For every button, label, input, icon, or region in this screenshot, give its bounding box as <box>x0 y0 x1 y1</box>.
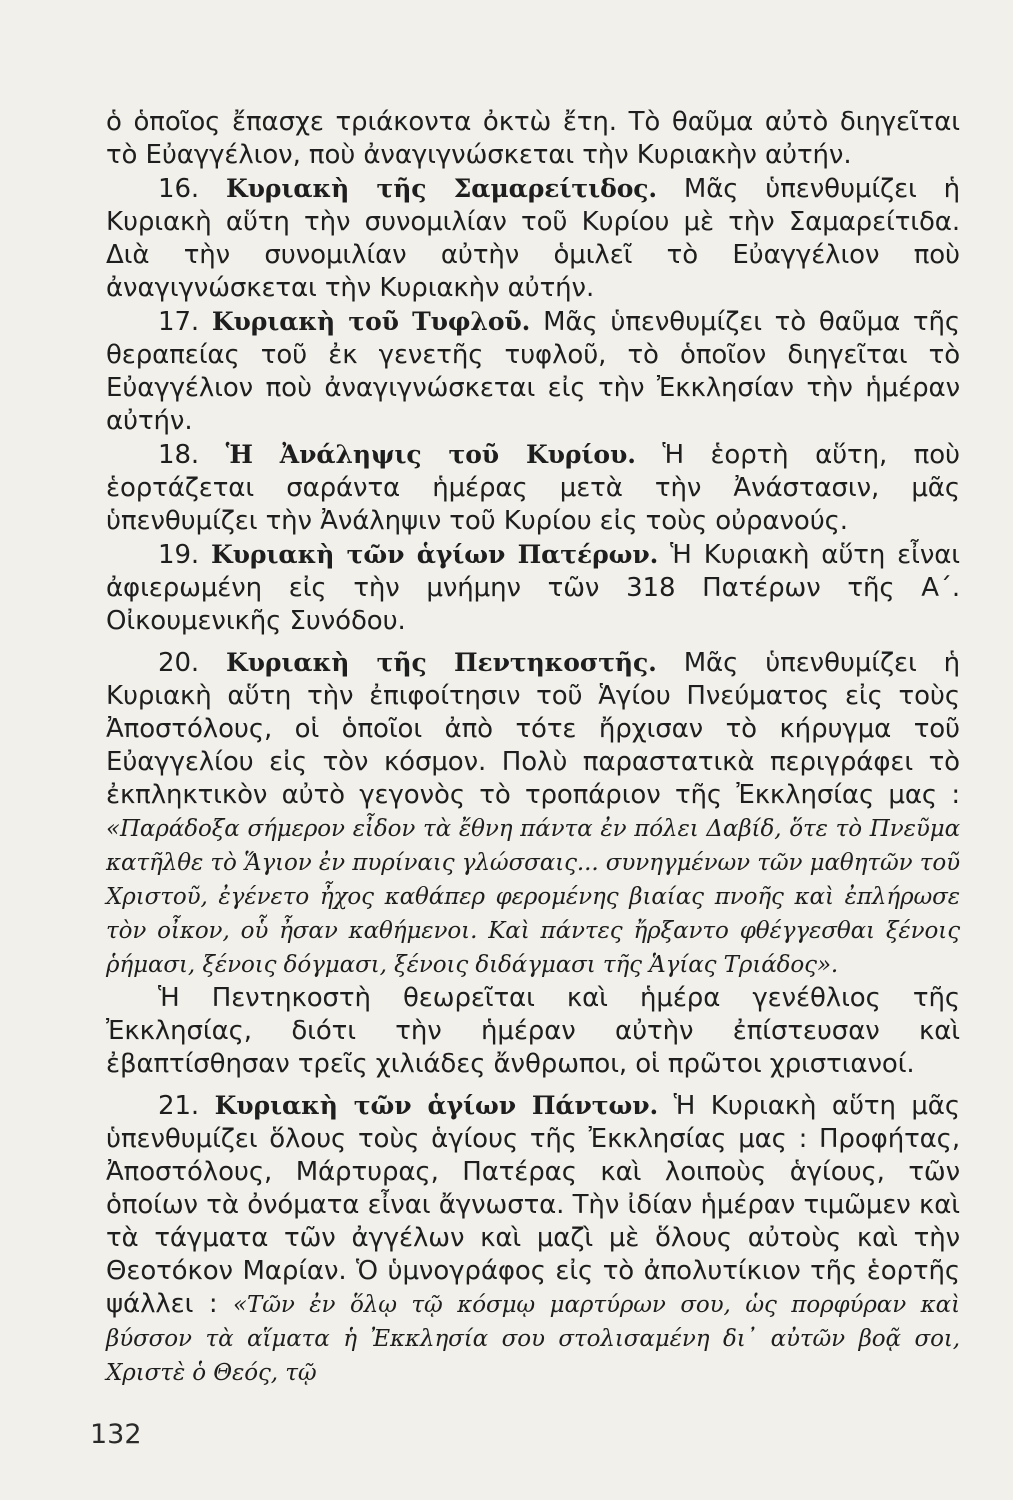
section-text: Μᾶς ὑπενθυμίζει ἡ Κυριακὴ αὕτη τὴν ἐπιφοίτησιν τοῦ Ἁγίου Πνεύματος εἰς τοὺς Ἀποστόλους, οἱ ὁποῖοι ἀπὸ τότε ἤρχισαν τὸ κήρυγμα τοῦ Εὐαγγελίου εἰς τὸν κόσμον. Πολὺ παραστατικὰ περιγράφει τὸ ἐκπληκτικὸν αὐτὸ γεγονὸς τὸ τροπάριον τῆς Ἐκκλησίας μας : <box>106 648 960 810</box>
section-heading: Ἡ Ἀνάληψις τοῦ Κυρίου. <box>225 440 636 469</box>
section-number: 17. <box>158 307 200 337</box>
section-heading: Κυριακὴ τοῦ Τυφλοῦ. <box>211 307 531 336</box>
section-text: Μᾶς ὑπενθυμίζει τὸ θαῦμα τῆς θεραπείας τοῦ ἐκ γενετῆς τυφλοῦ, τὸ ὁποῖον διηγεῖται τὸ Εὐαγγέλιον ποὺ ἀναγιγνώσκεται εἰς τὴν Ἐκκλησίαν τὴν ἡμέραν αὐτήν. <box>106 307 961 436</box>
section-text: Ἡ Κυριακὴ αὕτη εἶναι ἀφιερωμένη εἰς τὴν μνήμην τῶν 318 Πατέρων τῆς Α΄. Οἰκουμενικῆς Συνόδου. <box>106 540 960 636</box>
section-heading: Κυριακὴ τῆς Σαμαρείτιδος. <box>225 174 657 203</box>
section-number: 20. <box>158 648 200 678</box>
section-19 <box>106 538 960 638</box>
section-heading: Κυριακὴ τῶν ἁγίων Πάντων. <box>214 1091 659 1120</box>
section-number: 18. <box>158 440 200 470</box>
section-21 <box>106 1089 960 1390</box>
section-text: Ἡ Κυριακὴ αὕτη μᾶς ὑπενθυμίζει ὅλους τοὺς ἁγίους τῆς Ἐκκλησίας μας : Προφήτας, Ἀποστόλους, Μάρτυρας, Πατέρας καὶ λοιποὺς ἁγίους, τῶν ὁποίων τὰ ὀνόματα εἶναι ἄγνωστα. Τὴν ἰδίαν ἡμέραν τιμῶμεν καὶ τὰ τάγματα τῶν ἀγγέλων καὶ μαζὶ μὲ ὅλους αὐτοὺς καὶ τὴν Θεοτόκον Μαρίαν. Ὁ ὑμνογράφος εἰς τὸ ἀπολυτίκιον τῆς ἑορτῆς ψάλλει : <box>106 1091 960 1319</box>
section-heading: Κυριακὴ τῶν ἁγίων Πατέρων. <box>211 540 659 569</box>
section-20 <box>106 646 960 982</box>
section-16 <box>106 172 960 305</box>
section-text: Μᾶς ὑπενθυμίζει ἡ Κυριακὴ αὕτη τὴν συνομιλίαν τοῦ Κυρίου μὲ τὴν Σαμαρείτιδα. Διὰ τὴν συνομιλίαν αὐτὴν ὁμιλεῖ τὸ Εὐαγγέλιον ποὺ ἀναγιγνώσκεται τὴν Κυριακὴν αὐτήν. <box>106 174 960 303</box>
section-number: 19. <box>158 540 200 570</box>
section-heading: Κυριακὴ τῆς Πεντηκοστῆς. <box>226 648 657 677</box>
paragraph-pentecost: Ἡ Πεντηκοστὴ θεωρεῖται καὶ ἡμέρα γενέθλιος τῆς Ἐκκλησίας, διότι τὴν ἡμέραν αὐτὴν ἐπίστευσαν καὶ ἐβαπτίσθησαν τρεῖς χιλιάδες ἄνθρωποι, οἱ πρῶτοι χριστιανοί. <box>106 983 960 1079</box>
apolytikion-quote: «Τῶν ἐν ὅλῳ τῷ κόσμῳ μαρτύρων σου, ὡς πορφύραν καὶ βύσσον τὰ αἵματα ἡ Ἐκκλησία σου στολισαμένη δι᾿ αὐτῶν βοᾷ σοι, Χριστὲ ὁ Θεός, τῷ <box>106 1292 961 1386</box>
section-17 <box>106 305 960 438</box>
paragraph-intro: ὁ ὁποῖος ἔπασχε τριάκοντα ὀκτὼ ἔτη. Τὸ θαῦμα αὐτὸ διηγεῖται τὸ Εὐαγγέλιον, ποὺ ἀναγιγνώσκεται τὴν Κυριακὴν αὐτήν. <box>106 107 960 170</box>
page-number: 132 <box>90 1419 142 1450</box>
section-number: 21. <box>158 1091 200 1121</box>
text-column <box>106 106 960 1390</box>
section-18 <box>106 438 960 538</box>
section-number: 16. <box>158 174 200 204</box>
troparion-quote: «Παράδοξα σήμερον εἶδον τὰ ἔθνη πάντα ἐν πόλει Δαβίδ, ὅτε τὸ Πνεῦμα κατῆλθε τὸ Ἅγιον ἐν πυρίναις γλώσσαις... συνηγμένων τῶν μαθητῶν τοῦ Χριστοῦ, ἐγένετο ἦχος καθάπερ φερομένης βιαίας πνοῆς καὶ ἐπλήρωσε τὸν οἶκον, οὗ ἦσαν καθήμενοι. Καὶ πάντες ἤρξαντο φθέγγεσθαι ξένοις ῥήμασι, ξένοις δόγμασι, ξένοις διδάγμασι τῆς Ἁγίας Τριάδος». <box>106 816 960 978</box>
section-text: Ἡ ἑορτὴ αὕτη, ποὺ ἑορτάζεται σαράντα ἡμέρας μετὰ τὴν Ἀνάστασιν, μᾶς ὑπενθυμίζει τὴν Ἀνάληψιν τοῦ Κυρίου εἰς τοὺς οὐρανούς. <box>106 440 960 536</box>
